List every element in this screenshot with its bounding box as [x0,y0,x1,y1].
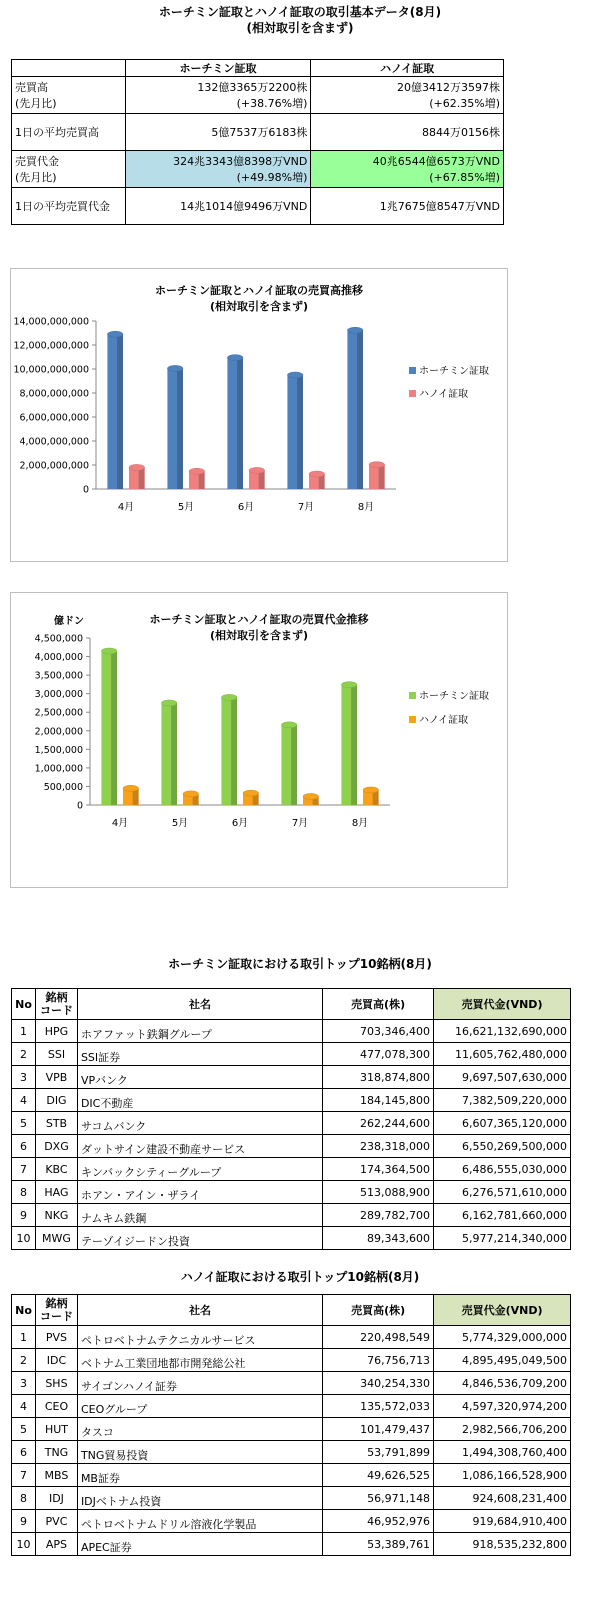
bar-hcm [101,648,117,805]
legend-label: ホーチミン証取 [419,691,489,702]
basic-cell-hcm: 14兆1014億9496万VND [125,188,311,225]
volume-cell: 289,782,700 [323,1204,434,1227]
company-name-cell: ダットサイン建設不動産サービス [77,1135,322,1158]
rank-cell: 9 [12,1510,36,1533]
bar-hnx [249,467,265,489]
bar-top [287,372,303,378]
cell-change: (+62.35%増) [429,97,500,110]
company-name-cell: IDJベトナム投資 [77,1487,322,1510]
cell-value: 132億3365万2200株 [197,81,308,94]
value-cell: 6,486,555,030,000 [434,1158,571,1181]
rank-cell: 8 [12,1181,36,1204]
basic-cell-hnx [311,151,504,188]
rank-cell: 10 [12,1533,36,1556]
rank-cell: 3 [12,1066,36,1089]
rank-cell: 4 [12,1089,36,1112]
header-value: 売買代金(VND) [434,1295,571,1326]
legend-swatch [409,692,416,699]
volume-cell: 318,874,800 [323,1066,434,1089]
company-name-cell: ペトロベトナムドリル溶液化学製品 [77,1510,322,1533]
bar-top [183,791,199,797]
code-cell: DIG [35,1089,77,1112]
basic-cell-hcm [125,77,311,114]
header-code-line2: コード [39,1004,73,1017]
bar-hcm [167,365,183,489]
company-name-cell: サコムバンク [77,1112,322,1135]
code-cell: PVS [35,1326,77,1349]
volume-cell: 238,318,000 [323,1135,434,1158]
volume-cell: 513,088,900 [323,1181,434,1204]
basic-row-label: 1日の平均売買代金 [12,188,126,225]
rank-cell: 8 [12,1487,36,1510]
y-tick-label: 0 [82,484,89,496]
table-row [12,1464,571,1487]
header-value: 売買代金(VND) [434,989,571,1020]
y-tick-label: 14,000,000,000 [13,316,89,328]
company-name-cell: SSI証券 [77,1043,322,1066]
code-cell: STB [35,1112,77,1135]
y-tick-label: 1,000,000 [34,763,83,775]
table-row [12,1020,571,1043]
header-code [35,989,77,1020]
code-cell: HAG [35,1181,77,1204]
code-cell: SHS [35,1372,77,1395]
rank-cell: 6 [12,1441,36,1464]
hose-header-row [12,989,571,1020]
table-row [12,1227,571,1250]
value-cell: 2,982,566,706,200 [434,1418,571,1441]
x-tick-label: 7月 [291,818,309,829]
basic-header-hcm: ホーチミン証取 [125,60,311,77]
bar-shade [297,375,303,489]
code-cell: IDC [35,1349,77,1372]
basic-row-label [12,77,126,114]
company-name-cell: サイゴンハノイ証券 [77,1372,322,1395]
cell-value: 324兆3343億8398万VND [173,155,308,168]
volume-cell: 49,626,525 [323,1464,434,1487]
bar-hcm [107,331,123,489]
volume-cell: 135,572,033 [323,1395,434,1418]
code-cell: TNG [35,1441,77,1464]
company-name-cell: MB証券 [77,1464,322,1487]
table-row [12,1135,571,1158]
bar-top [303,793,319,799]
bar-shade [117,334,123,489]
bar-hcm [287,372,303,489]
chart-subtitle: (相対取引を含まず) [209,300,309,313]
hnx-top10-table [11,1294,571,1556]
volume-cell: 262,244,600 [323,1112,434,1135]
value-cell: 5,977,214,340,000 [434,1227,571,1250]
row-label-main: 売買高 [15,81,48,94]
bar-hcm [227,355,243,489]
rank-cell: 2 [12,1043,36,1066]
rank-cell: 1 [12,1020,36,1043]
code-cell: HUT [35,1418,77,1441]
basic-cell-hnx: 8844万0156株 [311,114,504,151]
y-tick-label: 3,000,000 [34,689,83,701]
bar-top [161,700,177,706]
hose-table-body [12,1020,571,1250]
table-row [12,1418,571,1441]
basic-cell-hcm: 5億7537万6183株 [125,114,311,151]
rank-cell: 7 [12,1464,36,1487]
bar-hnx [243,790,259,805]
code-cell: KBC [35,1158,77,1181]
bar-hcm [347,327,363,489]
bar-shade [177,368,183,489]
rank-cell: 5 [12,1112,36,1135]
code-cell: IDJ [35,1487,77,1510]
table-row [12,1487,571,1510]
x-tick-label: 4月 [111,818,129,829]
y-tick-label: 10,000,000,000 [13,364,89,376]
value-cell: 16,621,132,690,000 [434,1020,571,1043]
cell-change: (+49.98%増) [236,171,308,184]
y-tick-label: 0 [76,800,83,812]
y-tick-label: 4,000,000,000 [19,436,89,448]
hose-top-title: ホーチミン証取における取引トップ10銘柄(8月) [168,957,432,971]
rank-cell: 5 [12,1418,36,1441]
value-cell: 4,597,320,974,200 [434,1395,571,1418]
code-cell: SSI [35,1043,77,1066]
table-row [12,1066,571,1089]
code-cell: APS [35,1533,77,1556]
volume-cell: 703,346,400 [323,1020,434,1043]
volume-cell: 76,756,713 [323,1349,434,1372]
x-tick-label: 5月 [177,502,195,513]
y-tick-label: 2,500,000 [34,707,83,719]
header-name: 社名 [77,1295,322,1326]
bar-top [369,462,385,468]
value-chart-box [10,592,508,888]
company-name-cell: ペトロベトナムテクニカルサービス [77,1326,322,1349]
code-cell: MWG [35,1227,77,1250]
rank-cell: 2 [12,1349,36,1372]
table-row [12,1158,571,1181]
value-cell: 1,494,308,760,400 [434,1441,571,1464]
x-tick-label: 8月 [357,502,375,513]
legend-label: ホーチミン証取 [419,366,489,377]
volume-chart-box [10,268,508,562]
legend-swatch [409,390,416,397]
table-row [12,1112,571,1135]
chart-subtitle: (相対取引を含まず) [209,629,309,642]
hnx-top-title: ハノイ証取における取引トップ10銘柄(8月) [180,1270,420,1284]
bar-hcm [341,682,357,805]
company-name-cell: ベトナム工業団地都市開発総公社 [77,1349,322,1372]
basic-row-label: 1日の平均売買高 [12,114,126,151]
company-name-cell: TNG貿易投資 [77,1441,322,1464]
table-row [12,1349,571,1372]
row-label-sub: (先月比) [15,97,57,110]
bar-top [129,464,145,470]
value-cell: 919,684,910,400 [434,1510,571,1533]
bar-hcm [221,694,237,805]
bar-hnx [123,785,139,805]
code-cell: CEO [35,1395,77,1418]
basic-row-value [12,151,504,188]
basic-data-table [11,59,504,225]
value-cell: 11,605,762,480,000 [434,1043,571,1066]
header-volume: 売買高(株) [323,989,434,1020]
company-name-cell: ホアン・アイン・ザライ [77,1181,322,1204]
header-code [35,1295,77,1326]
bar-hnx [369,462,385,489]
legend-label: ハノイ証取 [419,389,469,400]
bar-top [243,790,259,796]
y-tick-label: 1,500,000 [34,744,83,756]
x-tick-label: 5月 [171,818,189,829]
bar-top [363,787,379,793]
hnx-header-row [12,1295,571,1326]
value-cell: 918,535,232,800 [434,1533,571,1556]
y-tick-label: 3,500,000 [34,670,83,682]
hnx-table-body [12,1326,571,1556]
rank-cell: 7 [12,1158,36,1181]
y-tick-label: 500,000 [43,781,83,793]
company-name-cell: DIC不動産 [77,1089,322,1112]
value-cell: 924,608,231,400 [434,1487,571,1510]
value-chart [11,593,507,887]
bar-hnx [303,793,319,805]
rank-cell: 9 [12,1204,36,1227]
company-name-cell: CEOグループ [77,1395,322,1418]
bar-top [101,648,117,654]
basic-title-line2: (相対取引を含まず) [246,21,354,35]
bar-shade [171,703,177,805]
table-row [12,1043,571,1066]
volume-chart [11,269,507,561]
value-cell: 4,846,536,709,200 [434,1372,571,1395]
bar-shade [379,465,385,489]
bar-hnx [309,471,325,489]
y-tick-label: 8,000,000,000 [19,388,89,400]
bar-top [249,467,265,473]
basic-cell-hnx: 1兆7675億8547万VND [311,188,504,225]
y-tick-label: 12,000,000,000 [13,340,89,352]
legend-swatch [409,716,416,723]
basic-cell-hcm [125,151,311,188]
cell-change: (+38.76%増) [236,97,308,110]
bar-hnx [189,468,205,489]
bar-shade [291,725,297,805]
value-cell: 5,774,329,000,000 [434,1326,571,1349]
volume-cell: 46,952,976 [323,1510,434,1533]
bar-hnx [363,787,379,805]
volume-cell: 184,145,800 [323,1089,434,1112]
table-row [12,1510,571,1533]
bar-hnx [129,464,145,489]
code-cell: VPB [35,1066,77,1089]
bar-top [309,471,325,477]
table-row [12,1181,571,1204]
basic-header-blank [12,60,126,77]
bar-top [107,331,123,337]
bar-hcm [281,722,297,805]
rank-cell: 1 [12,1326,36,1349]
rank-cell: 4 [12,1395,36,1418]
rank-cell: 6 [12,1135,36,1158]
volume-cell: 220,498,549 [323,1326,434,1349]
table-row [12,1204,571,1227]
table-row [12,1533,571,1556]
basic-header-row [12,60,504,77]
header-code-line2: コード [39,1310,73,1323]
volume-cell: 53,791,899 [323,1441,434,1464]
y-tick-label: 4,000,000 [34,652,83,664]
hose-top10-table [11,988,571,1250]
code-cell: DXG [35,1135,77,1158]
company-name-cell: VPバンク [77,1066,322,1089]
bar-top [347,327,363,333]
y-tick-label: 2,000,000,000 [19,460,89,472]
bar-shade [357,330,363,489]
table-row [12,1395,571,1418]
company-name-cell: ホアファット鉄鋼グループ [77,1020,322,1043]
x-tick-label: 6月 [231,818,249,829]
company-name-cell: ナムキム鉄鋼 [77,1204,322,1227]
basic-row-avg-volume [12,114,504,151]
bar-top [227,355,243,361]
volume-cell: 340,254,330 [323,1372,434,1395]
table-row [12,1441,571,1464]
basic-row-avg-value [12,188,504,225]
bar-shade [237,358,243,489]
value-cell: 1,086,166,528,900 [434,1464,571,1487]
x-tick-label: 4月 [117,502,135,513]
basic-row-label [12,151,126,188]
basic-row-volume [12,77,504,114]
code-cell: NKG [35,1204,77,1227]
header-volume: 売買高(株) [323,1295,434,1326]
rank-cell: 10 [12,1227,36,1250]
company-name-cell: タスコ [77,1418,322,1441]
x-tick-label: 6月 [237,502,255,513]
bar-shade [231,697,237,805]
code-cell: PVC [35,1510,77,1533]
code-cell: HPG [35,1020,77,1043]
table-row [12,1089,571,1112]
company-name-cell: APEC証券 [77,1533,322,1556]
bar-top [167,365,183,371]
volume-cell: 174,364,500 [323,1158,434,1181]
value-cell: 7,382,509,220,000 [434,1089,571,1112]
header-no: No [12,989,36,1020]
chart-title: ホーチミン証取とハノイ証取の売買高推移 [154,284,363,297]
company-name-cell: キンバックシティーグループ [77,1158,322,1181]
legend-swatch [409,367,416,374]
header-code-line1: 銘柄 [45,991,68,1004]
code-cell: MBS [35,1464,77,1487]
cell-value: 40兆6544億6573万VND [372,155,500,168]
cell-change: (+67.85%増) [429,171,500,184]
rank-cell: 3 [12,1372,36,1395]
y-tick-label: 6,000,000,000 [19,412,89,424]
bar-top [221,694,237,700]
x-tick-label: 7月 [297,502,315,513]
value-cell: 6,607,365,120,000 [434,1112,571,1135]
header-code-line1: 銘柄 [45,1297,68,1310]
table-row [12,1372,571,1395]
value-cell: 6,162,781,660,000 [434,1204,571,1227]
bar-hcm [161,700,177,805]
volume-cell: 56,971,148 [323,1487,434,1510]
value-cell: 9,697,507,630,000 [434,1066,571,1089]
x-tick-label: 8月 [351,818,369,829]
volume-cell: 53,389,761 [323,1533,434,1556]
bar-hnx [183,791,199,805]
basic-cell-hnx [311,77,504,114]
y-tick-label: 2,000,000 [34,726,83,738]
cell-value: 20億3412万3597株 [397,81,500,94]
y-tick-label: 4,500,000 [34,633,83,645]
legend-label: ハノイ証取 [419,715,469,726]
chart-title: ホーチミン証取とハノイ証取の売買代金推移 [149,613,369,626]
header-no: No [12,1295,36,1326]
bar-shade [351,685,357,805]
bar-top [281,722,297,728]
value-cell: 4,895,495,049,500 [434,1349,571,1372]
company-name-cell: テーゾイジードン投資 [77,1227,322,1250]
value-cell: 6,550,269,500,000 [434,1135,571,1158]
table-row [12,1326,571,1349]
row-label-main: 売買代金 [15,155,59,168]
basic-header-hnx: ハノイ証取 [311,60,504,77]
header-name: 社名 [77,989,322,1020]
bar-shade [111,651,117,805]
value-cell: 6,276,571,610,000 [434,1181,571,1204]
volume-cell: 89,343,600 [323,1227,434,1250]
bar-top [189,468,205,474]
basic-title-line1: ホーチミン証取とハノイ証取の取引基本データ(8月) [158,5,442,19]
row-label-sub: (先月比) [15,171,57,184]
volume-cell: 477,078,300 [323,1043,434,1066]
y-unit-label: 億ドン [54,616,84,627]
bar-shade [139,467,145,489]
volume-cell: 101,479,437 [323,1418,434,1441]
bar-top [123,785,139,791]
bar-top [341,682,357,688]
